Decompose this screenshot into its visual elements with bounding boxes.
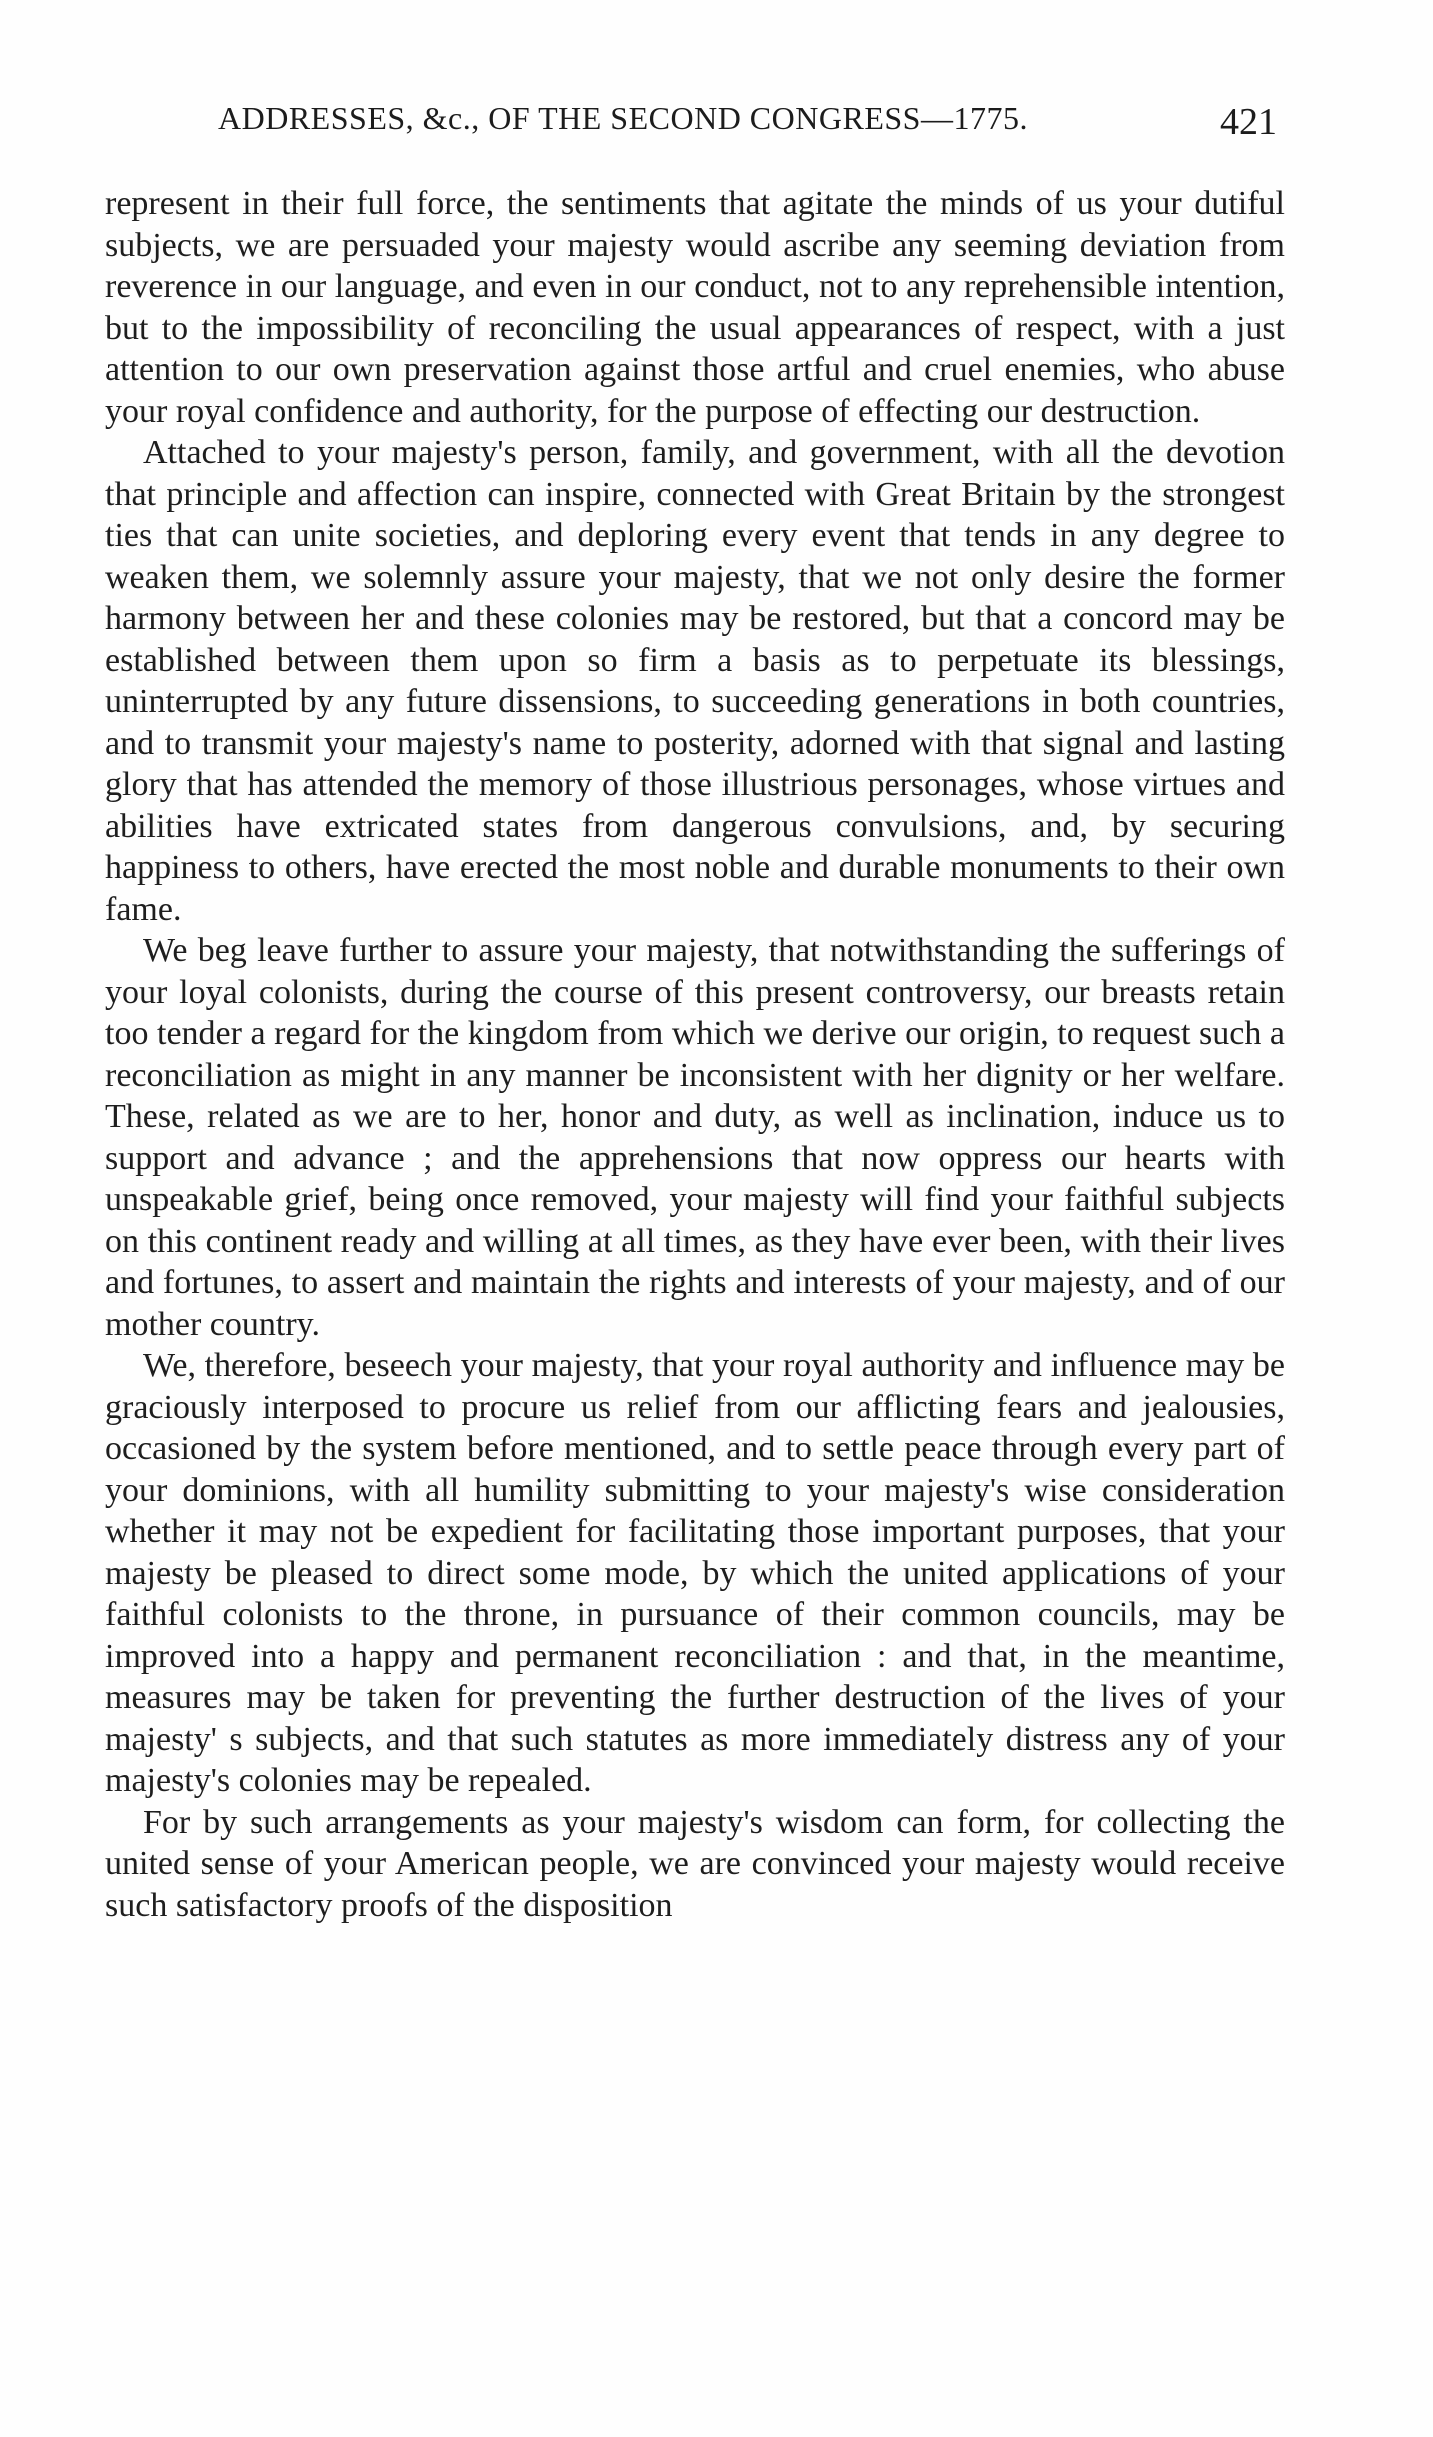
page-header (100, 92, 1300, 152)
paragraph-attached: Attached to your majesty's person, family, and government, with all the devotion that principle and affection can inspire, connected with Great Britain by the strongest ties that can unite societies, and deploring every event that tends in any degree to weaken them, we solemnly assure your majesty, that we not only desire the former harmony between her and these colonies may be restored, but that a concord may be established between them upon so firm a basis as to perpetuate its blessings, uninterrupted by any future dissensions, to succeeding generations in both countries, and to transmit your majesty's name to posterity, adorned with that signal and lasting glory that has attended the memory of those illustrious personages, whose virtues and abilities have extricated states from dangerous convulsions, and, by securing happiness to others, have erected the most noble and durable monuments to their own fame. (105, 434, 1285, 928)
paragraph-we-therefore: We, therefore, beseech your majesty, that your royal authority and influence may be graciously interposed to procure us relief from our afflicting fears and jealousies, occasioned by the system before mentioned, and to settle peace through every part of your dominions, with all humility submitting to your majesty's wise consideration whether it may not be expedient for facilitating those important purposes, that your majesty be pleased to direct some mode, by which the united applications of your faithful colonists to the throne, in pursuance of their common councils, may be improved into a happy and permanent reconciliation : and that, in the meantime, measures may be taken for preventing the further destruction of the lives of your majesty' s subjects, and that such statutes as more immediately distress any of your majesty's colonies may be repealed. (105, 1347, 1285, 1799)
body-text (105, 183, 1285, 1926)
paragraph-we-beg-leave: We beg leave further to assure your majesty, that notwithstanding the sufferings of your loyal colonists, during the course of this present controversy, our breasts retain too tender a regard for the kingdom from which we derive our origin, to request such a reconciliation as might in any manner be inconsistent with her dignity or her welfare. These, related as we are to her, honor and duty, as well as inclination, induce us to support and advance ; and the apprehensions that now oppress our hearts with unspeakable grief, being once removed, your majesty will find your faithful subjects on this continent ready and willing at all times, as they have ever been, with their lives and fortunes, to assert and maintain the rights and interests of your majesty, and of our mother country. (105, 932, 1285, 1343)
paragraph-continuation: represent in their full force, the sentiments that agitate the minds of us your dutiful subjects, we are persuaded your majesty would ascribe any seeming deviation from reverence in our language, and even in our conduct, not to any reprehensible intention, but to the impossibility of reconciling the usual appearances of respect, with a just attention to our own preservation against those artful and cruel enemies, who abuse your royal confidence and authority, for the purpose of effecting our destruction. (105, 185, 1285, 430)
page-number: 421 (1220, 101, 1277, 143)
paragraph-for-by-such: For by such arrangements as your majesty's wisdom can form, for collecting the united sense of your American people, we are convinced your majesty would receive such satisfactory proofs of the disposition (105, 1803, 1285, 1924)
running-head: ADDRESSES, &c., OF THE SECOND CONGRESS—1775. (218, 100, 1028, 136)
